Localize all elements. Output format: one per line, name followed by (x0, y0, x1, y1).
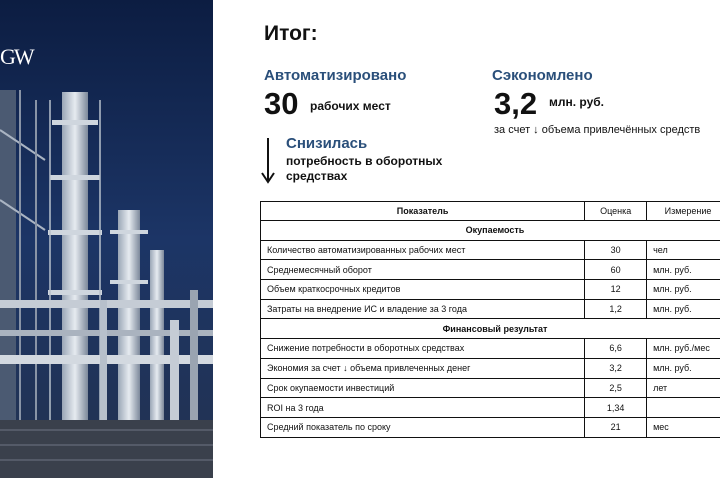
kpi-saved-value: 3,2 (494, 86, 538, 121)
table-row (261, 260, 720, 280)
row-label: Затраты на внедрение ИС и владение за 3 года (261, 299, 585, 319)
row-unit: мес (647, 417, 720, 437)
kpi-reduced-text: потребность в оборотных средствах (286, 154, 443, 183)
table-row (261, 358, 720, 378)
row-value: 60 (585, 260, 647, 280)
kpi-reduced-label: Снизилась (286, 135, 368, 152)
kpi-automated-label: Автоматизировано (264, 67, 407, 84)
arrow-down-icon (260, 138, 276, 184)
row-value: 1,2 (585, 299, 647, 319)
table-row (261, 299, 720, 319)
row-unit: млн. руб. (647, 299, 720, 319)
results-table (260, 201, 720, 438)
section-title-financial: Финансовый результат (261, 319, 720, 339)
table-row (261, 280, 720, 300)
row-label: Снижение потребности в оборотных средствах (261, 339, 585, 359)
row-label: Объем краткосрочных кредитов (261, 280, 585, 300)
row-label: Количество автоматизированных рабочих мест (261, 240, 585, 260)
table-row (261, 378, 720, 398)
section-title-payback: Окупаемость (261, 221, 720, 241)
row-value: 1,34 (585, 398, 647, 418)
kpi-automated-unit: рабочих мест (310, 99, 391, 113)
table-header-row (261, 202, 720, 221)
row-value: 12 (585, 280, 647, 300)
table-row (261, 398, 720, 418)
row-value: 2,5 (585, 378, 647, 398)
row-unit: лет (647, 378, 720, 398)
row-label: Средний показатель по сроку (261, 417, 585, 437)
row-value: 3,2 (585, 358, 647, 378)
header-estimate: Оценка (585, 202, 647, 221)
header-unit: Измерение (647, 202, 720, 221)
page-title: Итог: (264, 22, 318, 45)
row-label: ROI на 3 года (261, 398, 585, 418)
table-row (261, 417, 720, 437)
row-value: 30 (585, 240, 647, 260)
industrial-photo (0, 0, 213, 478)
row-label: Среднемесячный оборот (261, 260, 585, 280)
section-row (261, 221, 720, 241)
kpi-automated-value: 30 (264, 86, 299, 121)
row-unit: чел (647, 240, 720, 260)
kpi-saved-label: Сэкономлено (492, 67, 593, 84)
company-logo: GW (0, 44, 33, 69)
row-unit: млн. руб. (647, 358, 720, 378)
table-row (261, 339, 720, 359)
row-unit (647, 398, 720, 418)
row-label: Экономия за счет ↓ объема привлеченных денег (261, 358, 585, 378)
row-unit: млн. руб./мес (647, 339, 720, 359)
header-indicator: Показатель (261, 202, 585, 221)
kpi-saved-note: за счет ↓ объема привлечённых средств (494, 124, 701, 136)
row-value: 6,6 (585, 339, 647, 359)
row-label: Срок окупаемости инвестиций (261, 378, 585, 398)
kpi-saved-unit: млн. руб. (549, 95, 605, 109)
table-row (261, 240, 720, 260)
row-unit: млн. руб. (647, 280, 720, 300)
row-unit: млн. руб. (647, 260, 720, 280)
section-row (261, 319, 720, 339)
row-value: 21 (585, 417, 647, 437)
